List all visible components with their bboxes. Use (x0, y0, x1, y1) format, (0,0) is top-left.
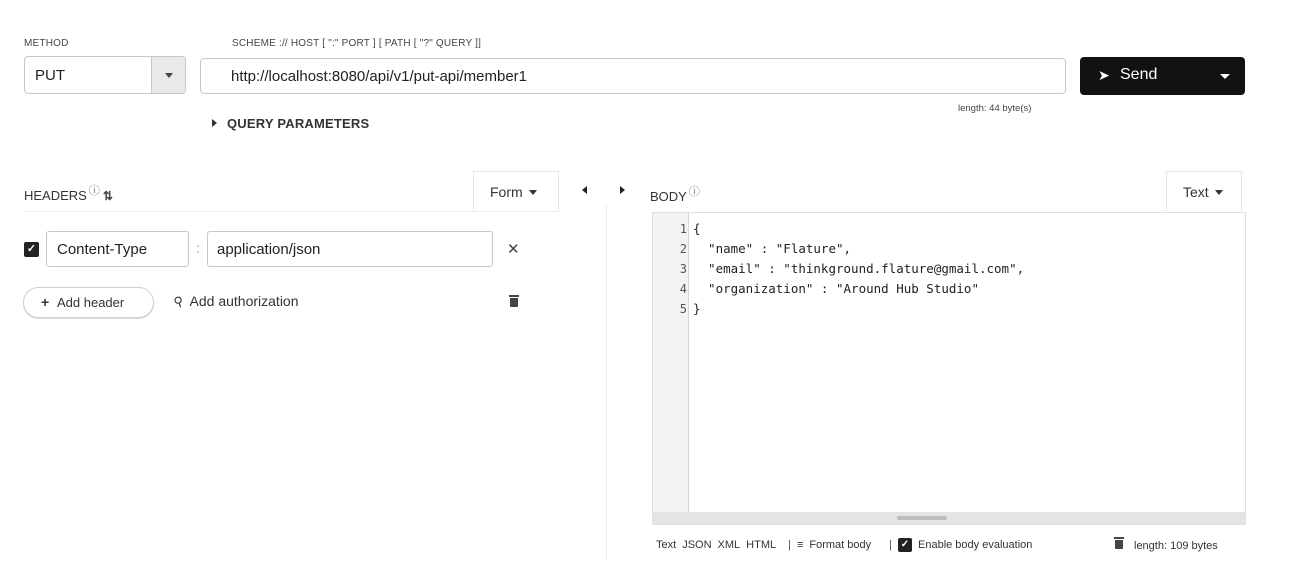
separator: | (788, 539, 791, 551)
format-json-link[interactable]: JSON (682, 539, 712, 551)
query-parameters-label: QUERY PARAMETERS (227, 116, 370, 131)
help-circle-icon[interactable]: ⓘ (88, 185, 100, 197)
add-authorization-link[interactable] (171, 292, 299, 311)
header-name-input[interactable] (46, 231, 189, 267)
headers-mode-dropdown[interactable] (473, 171, 559, 211)
url-scheme-label: SCHEME :// HOST [ ":" PORT ] [ PATH [ "?" QUERY ]] (232, 38, 482, 49)
enable-body-evaluation-label: Enable body evaluation (918, 539, 1033, 551)
expand-icon (212, 119, 217, 127)
trash-icon[interactable] (509, 294, 519, 312)
enable-body-evaluation-checkbox[interactable]: ✓ (898, 538, 912, 552)
send-button[interactable] (1080, 57, 1245, 95)
headers-mode-label: Form (490, 184, 523, 200)
plus-icon: + (41, 294, 50, 310)
chevron-down-icon (529, 190, 537, 195)
paper-plane-icon: ➤ (1098, 67, 1110, 83)
chevron-down-icon[interactable] (151, 57, 185, 93)
body-length-label: length: 109 bytes (1134, 540, 1218, 552)
collapse-right-icon[interactable] (620, 186, 625, 194)
close-icon[interactable]: ✕ (507, 241, 520, 258)
query-parameters-toggle[interactable] (212, 116, 369, 131)
chevron-down-icon (1215, 190, 1223, 195)
body-label: BODY (650, 189, 687, 204)
method-label: METHOD (24, 38, 69, 49)
header-value-input[interactable] (207, 231, 493, 267)
format-body-label: Format body (809, 539, 872, 551)
format-body-link[interactable] (797, 539, 877, 551)
horizontal-scrollbar[interactable] (653, 512, 1245, 524)
header-enabled-checkbox[interactable]: ✓ (24, 242, 39, 257)
sort-icon[interactable]: ⇅ (102, 189, 113, 203)
key-icon: ⚲ (171, 292, 186, 311)
help-circle-icon[interactable]: ⓘ (688, 186, 700, 198)
editor-gutter (653, 213, 689, 513)
scrollbar-thumb[interactable] (897, 516, 947, 520)
method-select[interactable] (24, 56, 186, 94)
divider (24, 211, 559, 212)
body-footer (656, 538, 1038, 552)
body-mode-label: Text (1183, 184, 1209, 200)
body-mode-dropdown[interactable] (1166, 171, 1242, 211)
body-code[interactable]: { "name" : "Flature", "email" : "thinkground.flature@gmail.com", "organization" : "Around Hub Studio" } (693, 221, 1025, 316)
send-label: Send (1120, 66, 1158, 83)
header-separator: : (196, 240, 200, 256)
add-header-label: Add header (57, 295, 125, 310)
line-numbers: 1 2 3 4 5 (679, 222, 687, 316)
format-icon: ≡ (796, 539, 804, 551)
body-length (1114, 537, 1218, 552)
format-html-link[interactable]: HTML (746, 539, 777, 551)
separator: | (889, 539, 892, 551)
send-options-chevron-icon[interactable] (1220, 74, 1230, 79)
format-text-link[interactable]: Text (656, 539, 677, 551)
url-length: length: 44 byte(s) (958, 103, 1032, 114)
format-xml-link[interactable]: XML (717, 539, 741, 551)
collapse-left-icon[interactable] (582, 186, 587, 194)
body-editor[interactable] (652, 212, 1246, 525)
method-value: PUT (35, 67, 65, 84)
headers-label: HEADERS (24, 188, 87, 203)
add-authorization-label: Add authorization (189, 293, 299, 309)
trash-icon[interactable] (1114, 540, 1124, 552)
add-header-button[interactable] (23, 287, 154, 318)
body-title (650, 183, 700, 204)
url-input[interactable] (200, 58, 1066, 94)
headers-title (24, 182, 113, 203)
panel-divider (606, 205, 607, 560)
